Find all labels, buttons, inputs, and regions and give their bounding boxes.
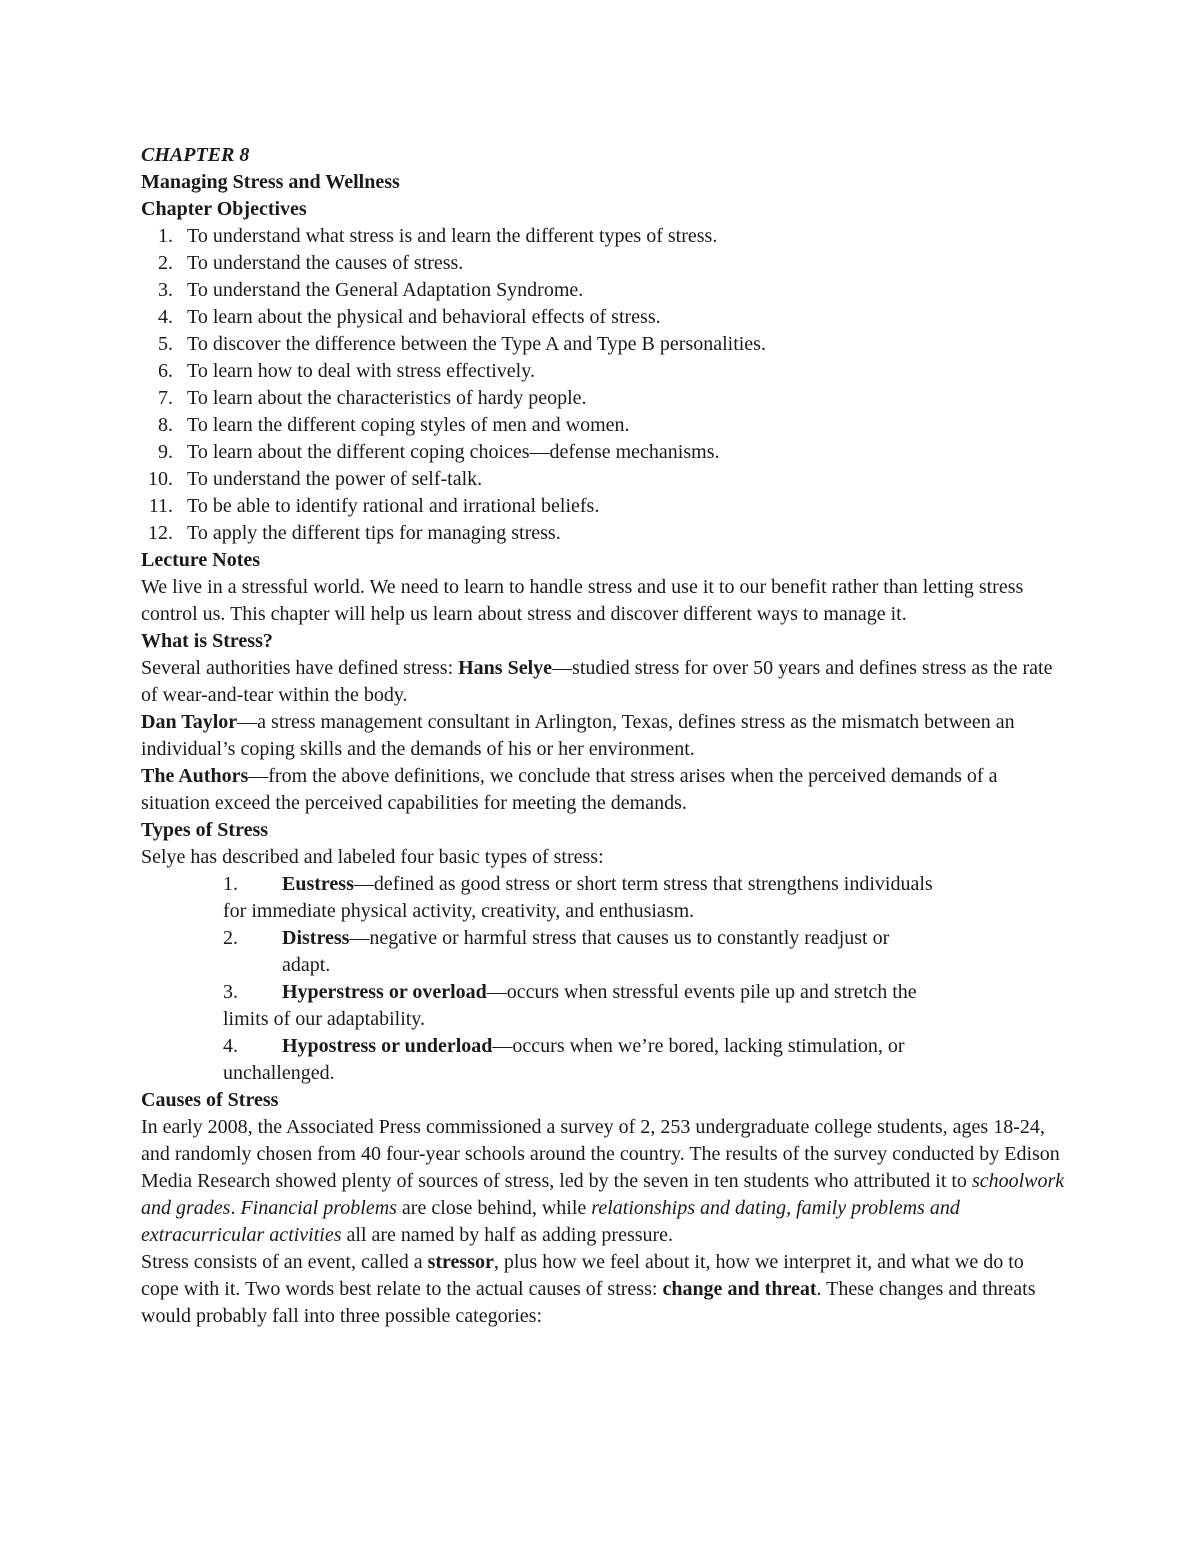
definition-name: The Authors [141, 765, 249, 787]
list-item [141, 358, 1066, 385]
item-number: 8. [158, 414, 173, 436]
list-item [141, 871, 1066, 925]
list-item [141, 412, 1066, 439]
emphasis-text: Financial problems [240, 1197, 397, 1219]
item-number: 5. [158, 333, 173, 355]
item-text: To be able to identify rational and irrational beliefs. [187, 495, 600, 517]
item-text: To understand the causes of stress. [187, 252, 464, 274]
list-item [141, 304, 1066, 331]
item-text: —occurs when stressful events pile up and stretch the [486, 981, 917, 1003]
item-number: 7. [158, 387, 173, 409]
chapter-number: CHAPTER 8 [141, 144, 250, 166]
item-number: 3. [223, 981, 238, 1003]
list-item [141, 1033, 1066, 1087]
item-term: Eustress [282, 873, 354, 895]
definition-lead: Several authorities have defined stress: [141, 657, 459, 679]
item-number: 2. [158, 252, 173, 274]
list-item [141, 439, 1066, 466]
list-item [141, 466, 1066, 493]
chapter-title: Managing Stress and Wellness [141, 171, 400, 193]
lecture-intro: We live in a stressful world. We need to learn to handle stress and use it to our benefit rather than letting stress control us. This chapter will help us learn about stress and discover different ways to manage it. [141, 576, 1024, 625]
definition-taylor [141, 709, 1066, 763]
item-text: To understand the power of self-talk. [187, 468, 483, 490]
item-number: 9. [158, 441, 173, 463]
list-item [141, 385, 1066, 412]
item-text: To learn about the different coping choices—defense mechanisms. [187, 441, 720, 463]
item-text: To discover the difference between the Type A and Type B personalities. [187, 333, 766, 355]
causes-paragraph-survey [141, 1114, 1066, 1249]
types-intro: Selye has described and labeled four basic types of stress: [141, 846, 604, 868]
list-item [141, 925, 1066, 979]
item-continuation: for immediate physical activity, creativity, and enthusiasm. [223, 900, 695, 922]
list-item [141, 520, 1066, 547]
item-text: To learn the different coping styles of men and women. [187, 414, 630, 436]
item-text: —defined as good stress or short term stress that strengthens individuals [353, 873, 933, 895]
item-text: To learn how to deal with stress effectively. [187, 360, 535, 382]
types-of-stress-heading: Types of Stress [141, 819, 269, 841]
definition-selye [141, 655, 1066, 709]
item-number: 10. [148, 468, 173, 490]
item-number: 12. [148, 522, 173, 544]
item-term: Hyperstress or overload [282, 981, 487, 1003]
definition-text: —from the above definitions, we conclude that stress arises when the perceived demands of a situation exceed the perceived capabilities for meeting the demands. [141, 765, 998, 814]
list-item [141, 277, 1066, 304]
emphasis-text: relationships and dating, family problems and extracurricular activities [141, 1197, 960, 1246]
emphasis-text: schoolwork and grades [141, 1170, 1065, 1219]
document-page [141, 142, 1066, 1330]
item-text: To apply the different tips for managing stress. [187, 522, 561, 544]
objectives-heading: Chapter Objectives [141, 198, 307, 220]
list-item [141, 250, 1066, 277]
item-number: 4. [223, 1035, 238, 1057]
paragraph-text: , plus how we feel about it, how we interpret it, and what we do to cope with it. Two words best relate to the actual causes of stress: [141, 1251, 1024, 1300]
item-continuation: limits of our adaptability. [223, 1008, 426, 1030]
item-continuation: adapt. [282, 954, 331, 976]
causes-paragraph-stressor [141, 1249, 1066, 1330]
item-text: To understand what stress is and learn the different types of stress. [187, 225, 718, 247]
definition-text: —a stress management consultant in Arlington, Texas, defines stress as the mismatch between an individual’s coping skills and the demands of his or her environment. [141, 711, 1015, 760]
item-text: To understand the General Adaptation Syndrome. [187, 279, 584, 301]
objectives-list [141, 223, 1066, 547]
what-is-stress-heading: What is Stress? [141, 630, 273, 652]
item-number: 11. [148, 495, 173, 517]
bold-term: change and threat [662, 1278, 817, 1300]
paragraph-text: are close behind, while [396, 1197, 592, 1219]
definition-name: Dan Taylor [141, 711, 238, 733]
definition-name: Hans Selye [458, 657, 553, 679]
causes-of-stress-heading: Causes of Stress [141, 1089, 279, 1111]
item-text: —negative or harmful stress that causes us to constantly readjust or [349, 927, 890, 949]
item-text: To learn about the physical and behavioral effects of stress. [187, 306, 661, 328]
definition-text: —studied stress for over 50 years and defines stress as the rate of wear-and-tear within the body. [141, 657, 1053, 706]
item-number: 1. [158, 225, 173, 247]
lecture-notes-heading: Lecture Notes [141, 549, 261, 571]
paragraph-text: Stress consists of an event, called a [141, 1251, 428, 1273]
item-number: 6. [158, 360, 173, 382]
list-item [141, 979, 1066, 1033]
paragraph-text: all are named by half as adding pressure. [341, 1224, 674, 1246]
item-text: —occurs when we’re bored, lacking stimulation, or [492, 1035, 905, 1057]
paragraph-text: In early 2008, the Associated Press commissioned a survey of 2, 253 undergraduate college students, ages 18-24, and randomly chosen from 40 four-year schools around the country. The results of the survey conducted by Edison Media Research showed plenty of sources of stress, led by the seven in ten students who attributed it to [141, 1116, 1060, 1192]
paragraph-text: . [230, 1197, 241, 1219]
definition-authors [141, 763, 1066, 817]
list-item [141, 223, 1066, 250]
item-continuation: unchallenged. [223, 1062, 335, 1084]
stress-types-list [141, 871, 1066, 1087]
item-number: 2. [223, 927, 238, 949]
item-text: To learn about the characteristics of hardy people. [187, 387, 587, 409]
item-term: Hypostress or underload [282, 1035, 493, 1057]
item-number: 3. [158, 279, 173, 301]
bold-term: stressor [427, 1251, 494, 1273]
item-term: Distress [282, 927, 350, 949]
item-number: 1. [223, 873, 238, 895]
list-item [141, 331, 1066, 358]
item-number: 4. [158, 306, 173, 328]
paragraph-text: . These changes and threats would probably fall into three possible categories: [141, 1278, 1036, 1327]
list-item [141, 493, 1066, 520]
